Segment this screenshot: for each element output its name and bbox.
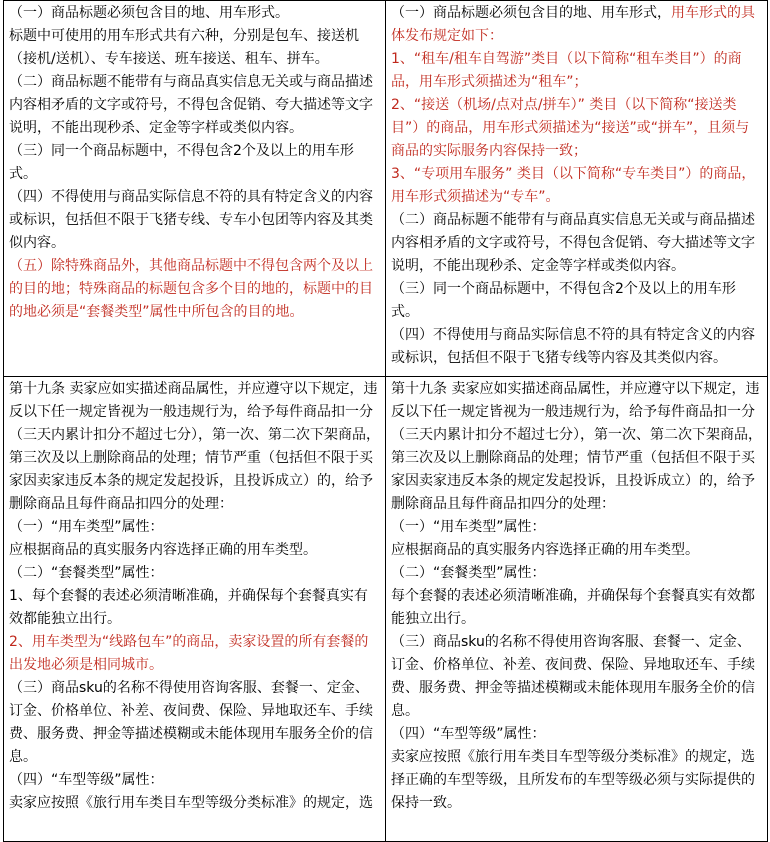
paragraph: （一）“用车类型”属性： (9, 519, 164, 535)
paragraph: （二）“套餐类型”属性： (9, 565, 164, 581)
highlighted-paragraph: 2、用车类型为“线路包车”的商品，卖家设置的所有套餐的出发地必须是相同城市。 (9, 634, 369, 673)
table-row (4, 377, 768, 842)
paragraph: （二）“套餐类型”属性： (391, 565, 546, 581)
highlighted-paragraph: 2、“接送（机场/点对点/拼车）” 类目（以下简称“接送类目”）的商品，用车形式须描述为“接送”或“拼车”，且须与商品的实际服务内容保持一致； (391, 97, 750, 159)
paragraph: 标题中可使用的用车形式共有六种，分别是包车、接送机（接机/送机）、专车接送、班车接送、租车、拼车。 (9, 28, 359, 67)
paragraph: 卖家应按照《旅行用车类目车型等级分类标准》的规定，选择正确的车型等级，且所发布的车型等级必须与实际提供的保持一致。 (391, 749, 755, 811)
paragraph: （一）“用车类型”属性： (391, 519, 546, 535)
paragraph: 每个套餐的表述必须清晰准确，并确保每个套餐真实有效都能独立出行。 (391, 588, 755, 627)
paragraph: （一）商品标题必须包含目的地、用车形式。 (9, 5, 289, 21)
paragraph: 第十九条 卖家应如实描述商品属性，并应遵守以下规定，违反以下任一规定皆视为一般违规行为，给予每件商品扣一分（三天内累计扣分不超过七分），第一次、第二次下架商品，第三次及以上删除商品的处理；情节严重（包括但不限于买家因卖家违反本条的规定发起投诉，且投诉成立）的，给予删除商品且每件商品扣四分的处理： (9, 381, 380, 512)
paragraph: 卖家应按照《旅行用车类目车型等级分类标准》的规定，选 (9, 795, 373, 811)
paragraph: 第十九条 卖家应如实描述商品属性，并应遵守以下规定，违反以下任一规定皆视为一般违规行为，给予每件商品扣一分（三天内累计扣分不超过七分），第一次、第二次下架商品，第三次及以上删除商品的处理；情节严重（包括但不限于买家因卖家违反本条的规定发起投诉，且投诉成立）的，给予删除商品且每件商品扣四分的处理： (391, 381, 762, 512)
paragraph: 1、每个套餐的表述必须清晰准确，并确保每个套餐真实有效都能独立出行。 (9, 588, 368, 627)
right-top-cell (386, 1, 768, 377)
comparison-table (3, 0, 768, 842)
paragraph: （四）不得使用与商品实际信息不符的具有特定含义的内容或标识，包括但不限于飞猪专线、专车小包团等内容及其类似内容。 (9, 189, 373, 251)
paragraph: 应根据商品的真实服务内容选择正确的用车类型。 (391, 542, 699, 558)
highlighted-paragraph: （五）除特殊商品外，其他商品标题中不得包含两个及以上的目的地；特殊商品的标题包含多个目的地的，标题中的目的地必须是“套餐类型”属性中所包含的目的地。 (9, 258, 373, 320)
paragraph: （四）“车型等级”属性： (391, 726, 546, 742)
paragraph: （四）“车型等级”属性： (9, 772, 164, 788)
left-top-cell (4, 1, 386, 377)
paragraph: （二）商品标题不能带有与商品真实信息无关或与商品描述内容相矛盾的文字或符号，不得包含促销、夸大描述等文字说明，不能出现秒杀、定金等字样或类似内容。 (391, 212, 755, 274)
paragraph: 应根据商品的真实服务内容选择正确的用车类型。 (9, 542, 317, 558)
right-bottom-cell (386, 377, 768, 842)
paragraph-text: （一）商品标题必须包含目的地、用车形式， (391, 5, 671, 21)
left-bottom-cell (4, 377, 386, 842)
highlighted-text: 用车形式的具体发布规定如下： (391, 5, 755, 44)
paragraph: （三）同一个商品标题中，不得包含2个及以上的用车形式。 (9, 143, 354, 182)
paragraph (391, 2, 762, 48)
paragraph: （二）商品标题不能带有与商品真实信息无关或与商品描述内容相矛盾的文字或符号，不得包含促销、夸大描述等文字说明，不能出现秒杀、定金等字样或类似内容。 (9, 74, 373, 136)
highlighted-paragraph: 3、“专项用车服务” 类目（以下简称“专车类目”）的商品，用车形式须描述为“专车”。 (391, 166, 756, 205)
paragraph: （四）不得使用与商品实际信息不符的具有特定含义的内容或标识，包括但不限于飞猪专线等内容及其类似内容。 (391, 327, 755, 366)
paragraph: （三）商品sku的名称不得使用咨询客服、套餐一、定金、订金、价格单位、补差、夜间费、保险、异地取还车、手续费、服务费、押金等描述模糊或未能体现用车服务全价的信息。 (9, 680, 373, 765)
paragraph: （三）商品sku的名称不得使用咨询客服、套餐一、定金、订金、价格单位、补差、夜间费、保险、异地取还车、手续费、服务费、押金等描述模糊或未能体现用车服务全价的信息。 (391, 634, 755, 719)
paragraph: （三）同一个商品标题中，不得包含2个及以上的用车形式。 (391, 281, 736, 320)
highlighted-paragraph: 1、“租车/租车自驾游”类目（以下简称“租车类目”）的商品，用车形式须描述为“租车”； (391, 51, 742, 90)
table-row (4, 1, 768, 377)
